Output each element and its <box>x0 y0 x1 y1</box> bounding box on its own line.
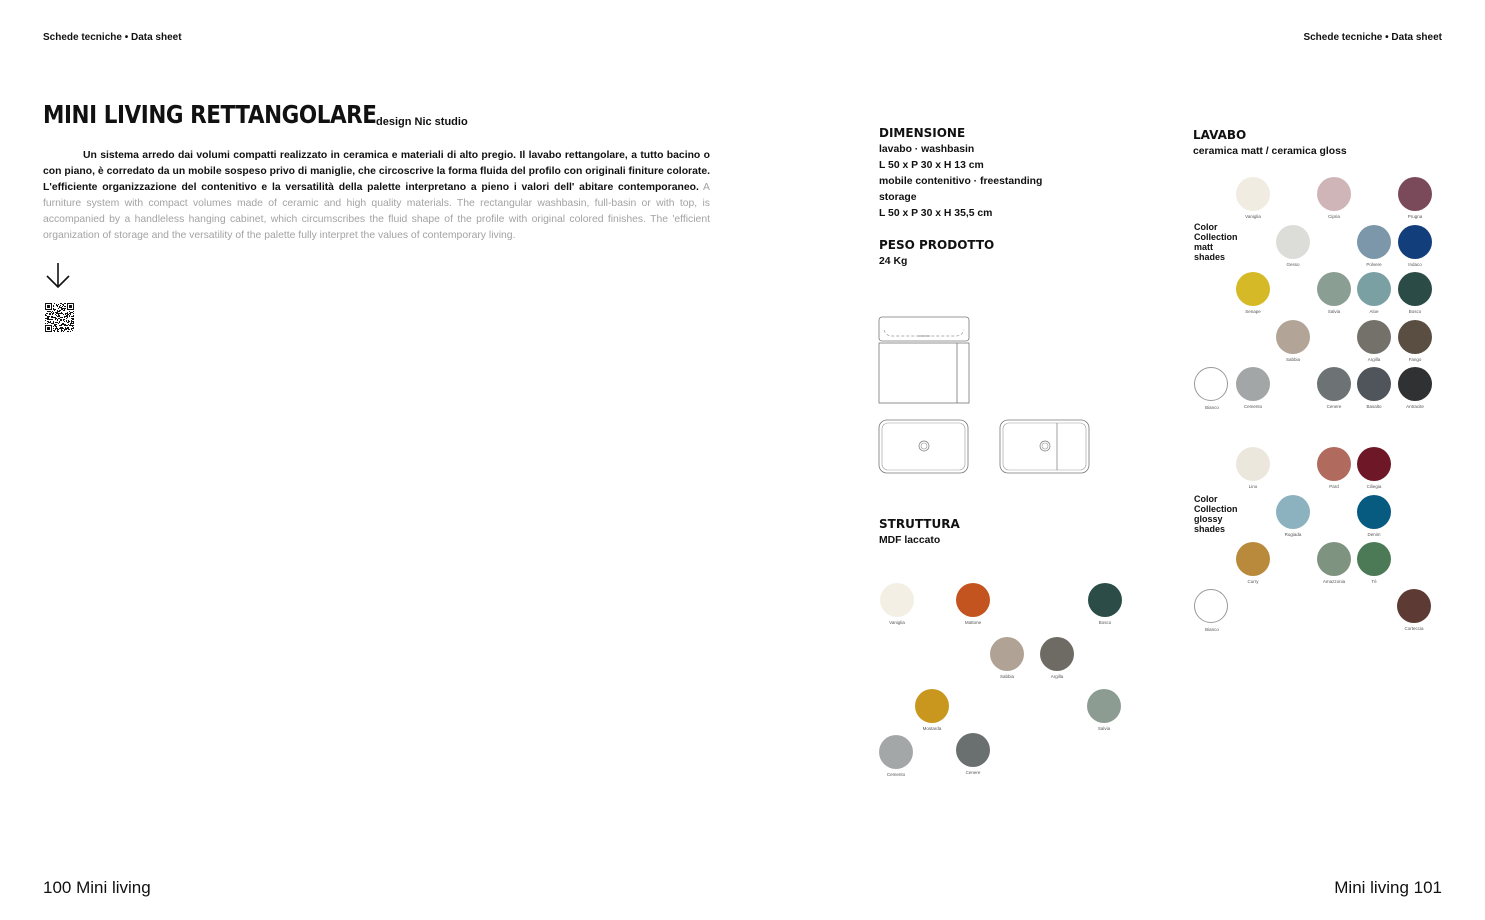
color-swatch <box>1236 177 1270 219</box>
swatch-name: Bianco <box>1205 627 1219 632</box>
swatch-name: Mattone <box>964 620 982 625</box>
swatch-name: Ciliegia <box>1366 484 1382 489</box>
running-header-right: Schede tecniche • Data sheet <box>1303 32 1442 43</box>
color-swatch <box>1236 447 1270 489</box>
gloss-collection-label <box>1194 494 1238 534</box>
dimension-line: L 50 x P 30 x H 13 cm <box>879 160 984 171</box>
label-line: Collection <box>1194 504 1238 514</box>
swatch-name: Mostarda <box>922 726 942 731</box>
dimension-line: storage <box>879 192 917 203</box>
dimension-line: L 50 x P 30 x H 35,5 cm <box>879 208 993 219</box>
qr-code-icon[interactable] <box>45 303 74 337</box>
color-swatch <box>1357 495 1391 537</box>
swatch-name: Sabbia <box>999 674 1014 679</box>
swatch-name: Cemento <box>1243 404 1263 409</box>
color-swatch <box>1194 367 1228 410</box>
color-swatch <box>1088 583 1122 625</box>
top-view-drawing-full-basin <box>878 419 970 480</box>
color-swatch <box>1276 225 1310 267</box>
color-swatch <box>1040 637 1074 679</box>
color-swatch <box>1236 272 1270 314</box>
intro-english: A furniture system with compact volumes made of ceramic and high quality materials. The rectangular washbasin, full-basin or with top, is accompanied by a handleless hanging cabinet, which circumscribes the fluid shape of the profile with original colored finishes. The 'efficient organization of storage and the versatility of the palette fully interpret the values of contemporary living. <box>43 182 710 241</box>
color-swatch <box>1317 447 1351 489</box>
swatch-name: Senape <box>1245 309 1261 314</box>
color-swatch <box>1397 589 1431 631</box>
top-view-drawing-with-top <box>999 419 1091 480</box>
color-swatch <box>915 689 949 731</box>
swatch-name: Cemento <box>886 772 906 777</box>
structure-heading: STRUTTURA <box>879 517 960 531</box>
color-swatch <box>1276 320 1310 362</box>
swatch-name: Curry <box>1247 579 1259 584</box>
color-swatch <box>1087 689 1121 731</box>
swatch-name: Gesso <box>1286 262 1300 267</box>
page-number-left: 100 Mini living <box>43 878 151 897</box>
swatch-name: Argilla <box>1367 357 1381 362</box>
swatch-name: Cenere <box>965 770 981 775</box>
matt-collection-label <box>1194 222 1238 262</box>
color-swatch <box>880 583 914 625</box>
swatch-name: Argilla <box>1050 674 1064 679</box>
swatch-name: Bianco <box>1205 405 1219 410</box>
dimension-lines <box>879 142 1042 222</box>
swatch-name: Bosco <box>1408 309 1422 314</box>
swatch-name: Sabbia <box>1285 357 1300 362</box>
label-line: glossy <box>1194 514 1223 524</box>
swatch-name: Antracite <box>1406 404 1424 409</box>
structure-material: MDF laccato <box>879 535 941 546</box>
designer-credit: design Nic studio <box>376 116 468 128</box>
page-title: MINI LIVING RETTANGOLARE <box>43 100 377 129</box>
intro-paragraph <box>43 148 710 244</box>
color-swatch <box>1317 367 1351 409</box>
dimension-line: lavabo · washbasin <box>879 144 975 155</box>
swatch-name: Tè <box>1371 579 1377 584</box>
color-swatch <box>1398 367 1432 409</box>
swatch-name: Bosco <box>1098 620 1112 625</box>
swatch-name: Lino <box>1248 484 1258 489</box>
color-swatch <box>1317 177 1351 219</box>
swatch-name: Indaco <box>1408 262 1422 267</box>
color-swatch <box>1398 320 1432 362</box>
color-swatch <box>1357 272 1391 314</box>
color-swatch <box>1357 225 1391 267</box>
color-swatch <box>1398 225 1432 267</box>
color-swatch <box>990 637 1024 679</box>
swatch-name: Amazzonia <box>1322 579 1346 584</box>
swatch-name: Cipria <box>1328 214 1340 219</box>
washbasin-section <box>1193 128 1347 160</box>
swatch-name: Vaniglia <box>889 620 905 625</box>
washbasin-heading: LAVABO <box>1193 128 1247 142</box>
swatch-name: Vaniglia <box>1245 214 1261 219</box>
color-swatch <box>1357 320 1391 362</box>
weight-heading: PESO PRODOTTO <box>879 238 995 252</box>
swatch-name: Prugna <box>1407 214 1423 219</box>
color-swatch <box>1398 272 1432 314</box>
intro-italian: Un sistema arredo dai volumi compatti realizzato in ceramica e materiali di alto pregio. Il lavabo rettangolare, a tutto bacino o con piano, è corredato da un mobile sospeso privo di maniglie, che circoscrive la forma fluida del profilo con originali finiture colorate. L'efficiente organizzazione del contenitivo e la versatilità della palette interpretano a pieno i valori dell' abitare contemporaneo. <box>43 150 710 193</box>
color-swatch <box>1236 367 1270 409</box>
color-swatch <box>1357 542 1391 584</box>
swatch-name: Polvere <box>1366 262 1382 267</box>
color-swatch <box>1357 367 1391 409</box>
color-swatch <box>1398 177 1432 219</box>
label-line: Collection <box>1194 232 1238 242</box>
swatch-name: Denim <box>1367 532 1381 537</box>
arrow-down-icon[interactable] <box>45 262 71 295</box>
swatch-name: Salvia <box>1327 309 1341 314</box>
swatch-name: Pard <box>1329 484 1339 489</box>
label-line: shades <box>1194 524 1226 534</box>
weight-section <box>879 238 994 270</box>
swatch-name: Corteccia <box>1404 626 1424 631</box>
color-swatch <box>1276 495 1310 537</box>
swatch-name: Fango <box>1408 357 1422 362</box>
washbasin-material: ceramica matt / ceramica gloss <box>1193 146 1347 157</box>
label-line: Color <box>1194 222 1218 232</box>
swatch-name: Rugiada <box>1284 532 1302 537</box>
weight-value: 24 Kg <box>879 256 908 267</box>
running-header-left: Schede tecniche • Data sheet <box>43 32 182 43</box>
dimension-line: mobile contenitivo · freestanding <box>879 176 1043 187</box>
color-swatch <box>1357 447 1391 489</box>
color-swatch <box>956 733 990 775</box>
color-swatch <box>1317 542 1351 584</box>
dimension-section <box>879 126 1042 222</box>
page-number-right: Mini living 101 <box>1334 878 1442 897</box>
swatch-name: Cenere <box>1326 404 1342 409</box>
label-line: Color <box>1194 494 1218 504</box>
structure-section <box>879 517 960 549</box>
color-swatch <box>1317 272 1351 314</box>
swatch-name: Basalto <box>1366 404 1382 409</box>
dimension-heading: DIMENSIONE <box>879 126 966 140</box>
label-line: shades <box>1194 252 1226 262</box>
color-swatch <box>956 583 990 625</box>
color-swatch <box>1194 589 1228 632</box>
color-swatch <box>1236 542 1270 584</box>
swatch-name: Aloe <box>1369 309 1379 314</box>
color-swatch <box>879 735 913 777</box>
front-view-drawing <box>878 316 972 411</box>
swatch-name: Salvia <box>1097 726 1111 731</box>
label-line: matt <box>1194 242 1214 252</box>
